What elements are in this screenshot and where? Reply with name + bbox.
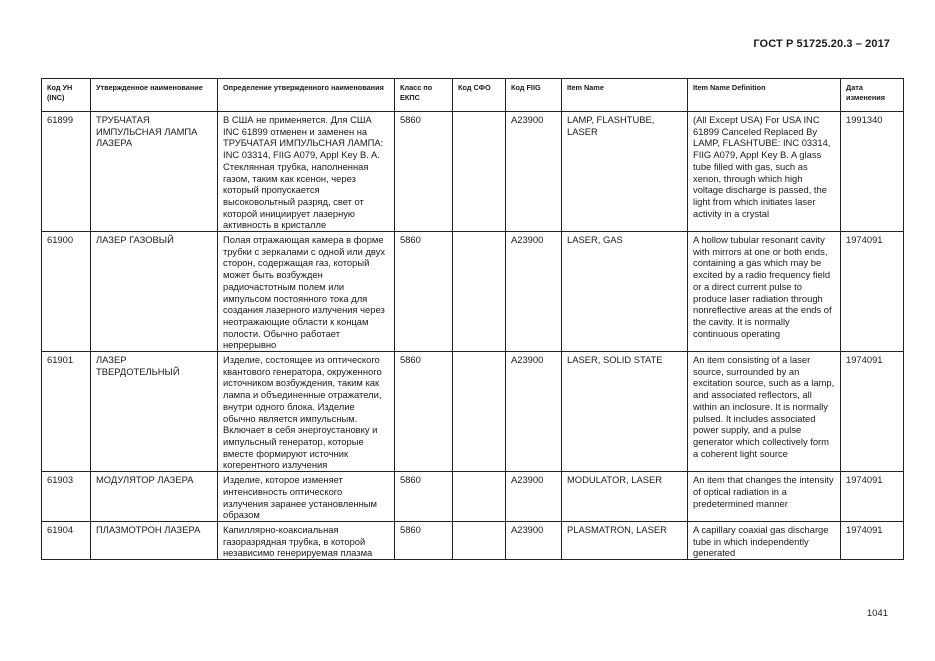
page-number: 1041 bbox=[866, 608, 888, 619]
cell-inc: 61900 bbox=[42, 232, 91, 352]
cell-sfo-code bbox=[453, 232, 506, 352]
cell-change-date: 1974091 bbox=[841, 232, 904, 352]
cell-sfo-code bbox=[453, 521, 506, 559]
column-header-item-name: Item Name bbox=[562, 79, 688, 112]
table-row bbox=[42, 472, 904, 522]
cell-inc: 61899 bbox=[42, 112, 91, 232]
cell-change-date: 1974091 bbox=[841, 472, 904, 522]
column-header-change-date: Дата изменения bbox=[841, 79, 904, 112]
cell-item-definition: A hollow tubular resonant cavity with mirrors at one or both ends, containing a gas which may be excited by a radio frequency field or a direct current pulse to produce laser radiation through nonreflective areas at the ends of the cavity. It is normally continuous operating bbox=[688, 232, 841, 352]
cell-item-definition: A capillary coaxial gas discharge tube in which independently generated bbox=[688, 521, 841, 559]
cell-item-name: LASER, GAS bbox=[562, 232, 688, 352]
table-row bbox=[42, 112, 904, 232]
cell-item-name: LAMP, FLASHTUBE, LASER bbox=[562, 112, 688, 232]
column-header-item-definition: Item Name Definition bbox=[688, 79, 841, 112]
column-header-sfo-code: Код СФО bbox=[453, 79, 506, 112]
cell-ekps-class: 5860 bbox=[395, 521, 453, 559]
cell-name-ru: ЛАЗЕР ГАЗОВЫЙ bbox=[91, 232, 218, 352]
cell-fiig-code: A23900 bbox=[506, 352, 562, 472]
cell-inc: 61901 bbox=[42, 352, 91, 472]
cell-definition-ru: Капиллярно-коаксиальная газоразрядная трубка, в которой независимо генерируемая плазма bbox=[218, 521, 395, 559]
cell-fiig-code: A23900 bbox=[506, 472, 562, 522]
document-standard-code: ГОСТ Р 51725.20.3 – 2017 bbox=[753, 38, 890, 50]
cell-item-name: MODULATOR, LASER bbox=[562, 472, 688, 522]
cell-sfo-code bbox=[453, 352, 506, 472]
cell-inc: 61903 bbox=[42, 472, 91, 522]
column-header-inc: Код УН (INC) bbox=[42, 79, 91, 112]
cell-fiig-code: A23900 bbox=[506, 232, 562, 352]
column-header-name-ru: Утвержденное наименование bbox=[91, 79, 218, 112]
cell-change-date: 1974091 bbox=[841, 352, 904, 472]
cell-ekps-class: 5860 bbox=[395, 352, 453, 472]
nomenclature-table bbox=[41, 78, 904, 560]
cell-name-ru: ТРУБЧАТАЯ ИМПУЛЬСНАЯ ЛАМПА ЛАЗЕРА bbox=[91, 112, 218, 232]
column-header-fiig-code: Код FIIG bbox=[506, 79, 562, 112]
cell-definition-ru: Полая отражающая камера в форме трубки с зеркалами с одной или двух сторон, содержащая газ, который может быть возбужден радиочастотным полем или импульсом постоянного тока для создания лазерного излучения через неотражающие области к концам полости. Обычно работает непрерывно bbox=[218, 232, 395, 352]
cell-definition-ru: В США не применяется. Для США INC 61899 отменен и заменен на ТРУБЧАТАЯ ИМПУЛЬСНАЯ ЛАМПА: INC 03314, FIIG A079, Appl Key B. A. Стеклянная трубка, наполненная газом, таким как ксенон, через который пропускается высоковольтный разряд, свет от которой инициирует лазерную активность в кристалле bbox=[218, 112, 395, 232]
cell-item-definition: An item consisting of a laser source, surrounded by an excitation source, such as a lamp, and associated reflectors, all within an inclosure. It is normally pulsed. It includes associated power supply, and a pulse generator which collectively form a coherent light source bbox=[688, 352, 841, 472]
cell-item-definition: An item that changes the intensity of optical radiation in a predetermined manner bbox=[688, 472, 841, 522]
column-header-definition-ru: Определение утвержденного наименования bbox=[218, 79, 395, 112]
cell-name-ru: ПЛАЗМОТРОН ЛАЗЕРА bbox=[91, 521, 218, 559]
cell-ekps-class: 5860 bbox=[395, 472, 453, 522]
table-row bbox=[42, 232, 904, 352]
table-header-row bbox=[42, 79, 904, 112]
cell-ekps-class: 5860 bbox=[395, 232, 453, 352]
cell-inc: 61904 bbox=[42, 521, 91, 559]
cell-name-ru: ЛАЗЕР ТВЕРДОТЕЛЬНЫЙ bbox=[91, 352, 218, 472]
cell-item-name: LASER, SOLID STATE bbox=[562, 352, 688, 472]
cell-ekps-class: 5860 bbox=[395, 112, 453, 232]
cell-fiig-code: A23900 bbox=[506, 521, 562, 559]
cell-item-name: PLASMATRON, LASER bbox=[562, 521, 688, 559]
cell-item-definition: (All Except USA) For USA INC 61899 Canceled Replaced By LAMP, FLASHTUBE: INC 03314, FIIG A079, Appl Key B. A glass tube filled with gas, such as xenon, through which high voltage discharge is passed, the light from which initiates laser activity in a crystal bbox=[688, 112, 841, 232]
column-header-ekps-class: Класс по ЕКПС bbox=[395, 79, 453, 112]
cell-sfo-code bbox=[453, 112, 506, 232]
cell-name-ru: МОДУЛЯТОР ЛАЗЕРА bbox=[91, 472, 218, 522]
cell-sfo-code bbox=[453, 472, 506, 522]
cell-change-date: 1991340 bbox=[841, 112, 904, 232]
cell-change-date: 1974091 bbox=[841, 521, 904, 559]
table-row bbox=[42, 521, 904, 559]
table-row bbox=[42, 352, 904, 472]
cell-definition-ru: Изделие, которое изменяет интенсивность оптического излучения заранее установленным образом bbox=[218, 472, 395, 522]
cell-definition-ru: Изделие, состоящее из оптического квантового генератора, окруженного источником возбуждения, таким как лампа и объединенные отражатели, внутри одного блока. Изделие обычно является импульсным. Включает в себя энергоустановку и импульсный генератор, которые вместе формируют источник когерентного излучения bbox=[218, 352, 395, 472]
cell-fiig-code: A23900 bbox=[506, 112, 562, 232]
